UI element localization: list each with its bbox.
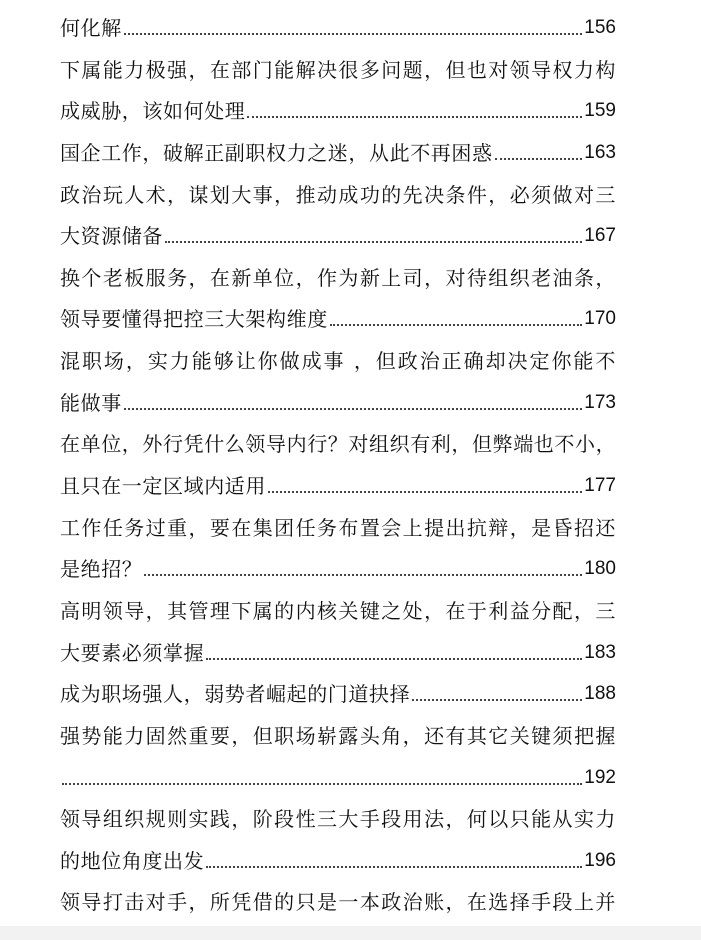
toc-entry-line[interactable] xyxy=(60,220,616,252)
dot-leader xyxy=(144,574,582,576)
toc-entry-title: 换个老板服务，在新单位，作为新上司，对待组织老油条， xyxy=(60,266,616,290)
toc-entry-line[interactable] xyxy=(60,303,616,335)
toc-page-number: 196 xyxy=(584,850,616,871)
toc-page-number: 188 xyxy=(584,683,616,704)
toc-entry-title: 工作任务过重，要在集团任务布置会上提出抗辩，是昏招还 xyxy=(60,516,616,540)
toc-page-number: 170 xyxy=(584,308,616,329)
dot-leader xyxy=(165,241,582,243)
toc-entry-line[interactable] xyxy=(60,137,616,169)
toc-entry-line[interactable] xyxy=(60,595,616,627)
dot-leader xyxy=(247,116,582,118)
dot-leader xyxy=(268,491,582,493)
toc-entry-line[interactable] xyxy=(60,720,616,752)
dot-leader xyxy=(330,324,582,326)
toc-entry-title: 大要素必须掌握 xyxy=(60,641,205,665)
toc-entry-line[interactable] xyxy=(60,553,616,585)
toc-entry-line[interactable] xyxy=(60,637,616,669)
toc-entry-line[interactable] xyxy=(60,762,616,794)
toc-entry-title: 是绝招？ xyxy=(60,557,143,581)
dot-leader xyxy=(124,33,582,35)
dot-leader xyxy=(412,699,582,701)
toc-entry-title: 大资源储备 xyxy=(60,224,163,248)
toc-page-number: 173 xyxy=(584,392,616,413)
dot-leader xyxy=(495,158,583,160)
toc-entry-line[interactable] xyxy=(60,470,616,502)
toc-page-number: 183 xyxy=(584,642,616,663)
toc-entry-line[interactable] xyxy=(60,803,616,835)
toc-entry-title: 的地位角度出发 xyxy=(60,849,205,873)
toc-entry-line[interactable] xyxy=(60,179,616,211)
toc-entry-line[interactable] xyxy=(60,262,616,294)
dot-leader xyxy=(206,866,582,868)
toc-entry-title: 领导组织规则实践，阶段性三大手段用法，何以只能从实力 xyxy=(60,807,616,831)
dot-leader xyxy=(62,783,582,785)
toc-entry-title: 且只在一定区域内适用 xyxy=(60,474,266,498)
toc-entry-title: 在单位，外行凭什么领导内行？对组织有利，但弊端也不小， xyxy=(60,432,617,456)
toc-entry-title: 国企工作，破解正副职权力之迷，从此不再困惑 xyxy=(60,141,493,165)
toc-entry-title: 混职场，实力能够让你做成事 ，但政治正确却决定你能不 xyxy=(60,349,616,373)
toc-entry-title: 下属能力极强，在部门能解决很多问题，但也对领导权力构 xyxy=(60,58,616,82)
toc-entry-line[interactable] xyxy=(60,678,616,710)
dot-leader xyxy=(124,408,582,410)
toc-entry-line[interactable] xyxy=(60,54,616,86)
dot-leader xyxy=(206,658,582,660)
toc-entry-title: 高明领导，其管理下属的内核关键之处，在于利益分配，三 xyxy=(60,599,616,623)
toc-page-number: 192 xyxy=(584,767,616,788)
toc-entry-line[interactable] xyxy=(60,845,616,877)
toc-entry-title: 政治玩人术，谋划大事，推动成功的先决条件，必须做对三 xyxy=(60,183,616,207)
toc-entry-title: 领导打击对手，所凭借的只是一本政治账，在选择手段上并 xyxy=(60,890,616,914)
toc-page-number: 156 xyxy=(584,17,616,38)
toc-entry-line[interactable] xyxy=(60,345,616,377)
toc-entry-line[interactable] xyxy=(60,886,616,918)
toc-entry-title: 成为职场强人，弱势者崛起的门道抉择 xyxy=(60,682,411,706)
toc-entry-title: 成威胁，该如何处理 xyxy=(60,99,246,123)
toc-page-number: 180 xyxy=(584,558,616,579)
toc-entry-title: 领导要懂得把控三大架构维度 xyxy=(60,307,328,331)
toc-entry-line[interactable] xyxy=(60,387,616,419)
toc-entry-line[interactable] xyxy=(60,428,616,460)
toc-entry-title: 强势能力固然重要，但职场崭露头角，还有其它关键须把握 xyxy=(60,724,616,748)
toc-entry-title: 能做事 xyxy=(60,391,122,415)
toc-page-number: 167 xyxy=(584,225,616,246)
toc-entry-line[interactable] xyxy=(60,95,616,127)
toc-page-number: 163 xyxy=(584,142,616,163)
toc-entry-line[interactable] xyxy=(60,512,616,544)
toc-entry-line[interactable] xyxy=(60,12,616,44)
toc-entry-title: 何化解 xyxy=(60,16,122,40)
toc-page-number: 177 xyxy=(584,475,616,496)
page-bottom-edge xyxy=(0,926,701,940)
toc-page-number: 159 xyxy=(584,100,616,121)
